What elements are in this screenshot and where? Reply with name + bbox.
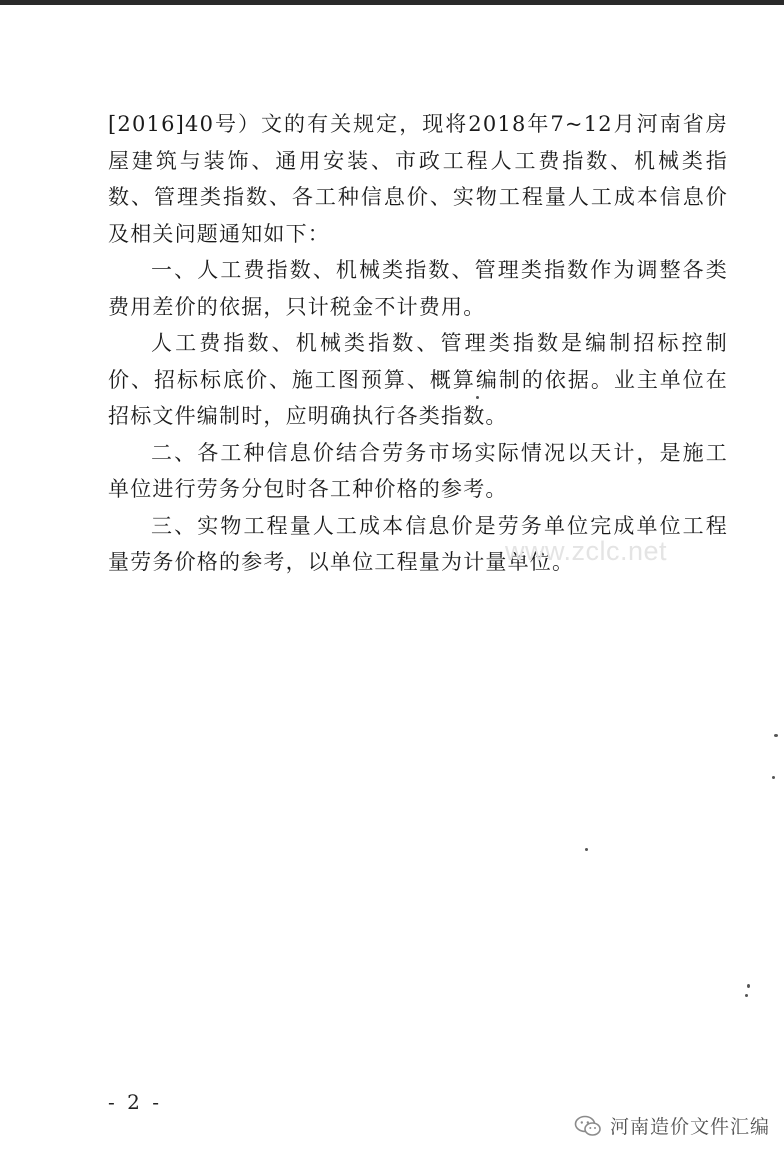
document-body [108,106,728,581]
scan-top-edge [0,0,784,5]
scan-speck [772,776,775,779]
footer-brand-name: 河南造价文件汇编 [610,1116,771,1138]
scan-speck [476,396,479,399]
scan-speck [585,848,588,851]
scan-speck [774,734,778,737]
paragraph-index-usage: 人工费指数、机械类指数、管理类指数是编制招标控制价、招标标底价、施工图预算、概算编制的依据。业主单位在招标文件编制时，应明确执行各类指数。 [108,331,728,428]
watermark: www.zclc.net [505,536,668,566]
paragraph-intro: [2016]40号）文的有关规定，现将2018年7~12月河南省房屋建筑与装饰、通用安装、市政工程人工费指数、机械类指数、管理类指数、各工种信息价、实物工程量人工成本信息价及相关问题通知如下： [108,112,728,246]
paragraph-item-2: 二、各工种信息价结合劳务市场实际情况以天计，是施工单位进行劳务分包时各工种价格的参考。 [108,440,728,501]
wechat-icon [574,1114,602,1138]
paragraph-item-3: 三、实物工程量人工成本信息价是劳务单位完成单位工程量劳务价格的参考，以单位工程量为计量单位。 [108,513,728,574]
footer-brand[interactable] [574,1112,770,1139]
paragraph-item-1: 一、人工费指数、机械类指数、管理类指数作为调整各类费用差价的依据，只计税金不计费用。 [108,258,728,319]
page-number: - 2 - [108,1090,162,1114]
scan-speck [747,984,750,988]
scan-speck [745,994,748,997]
